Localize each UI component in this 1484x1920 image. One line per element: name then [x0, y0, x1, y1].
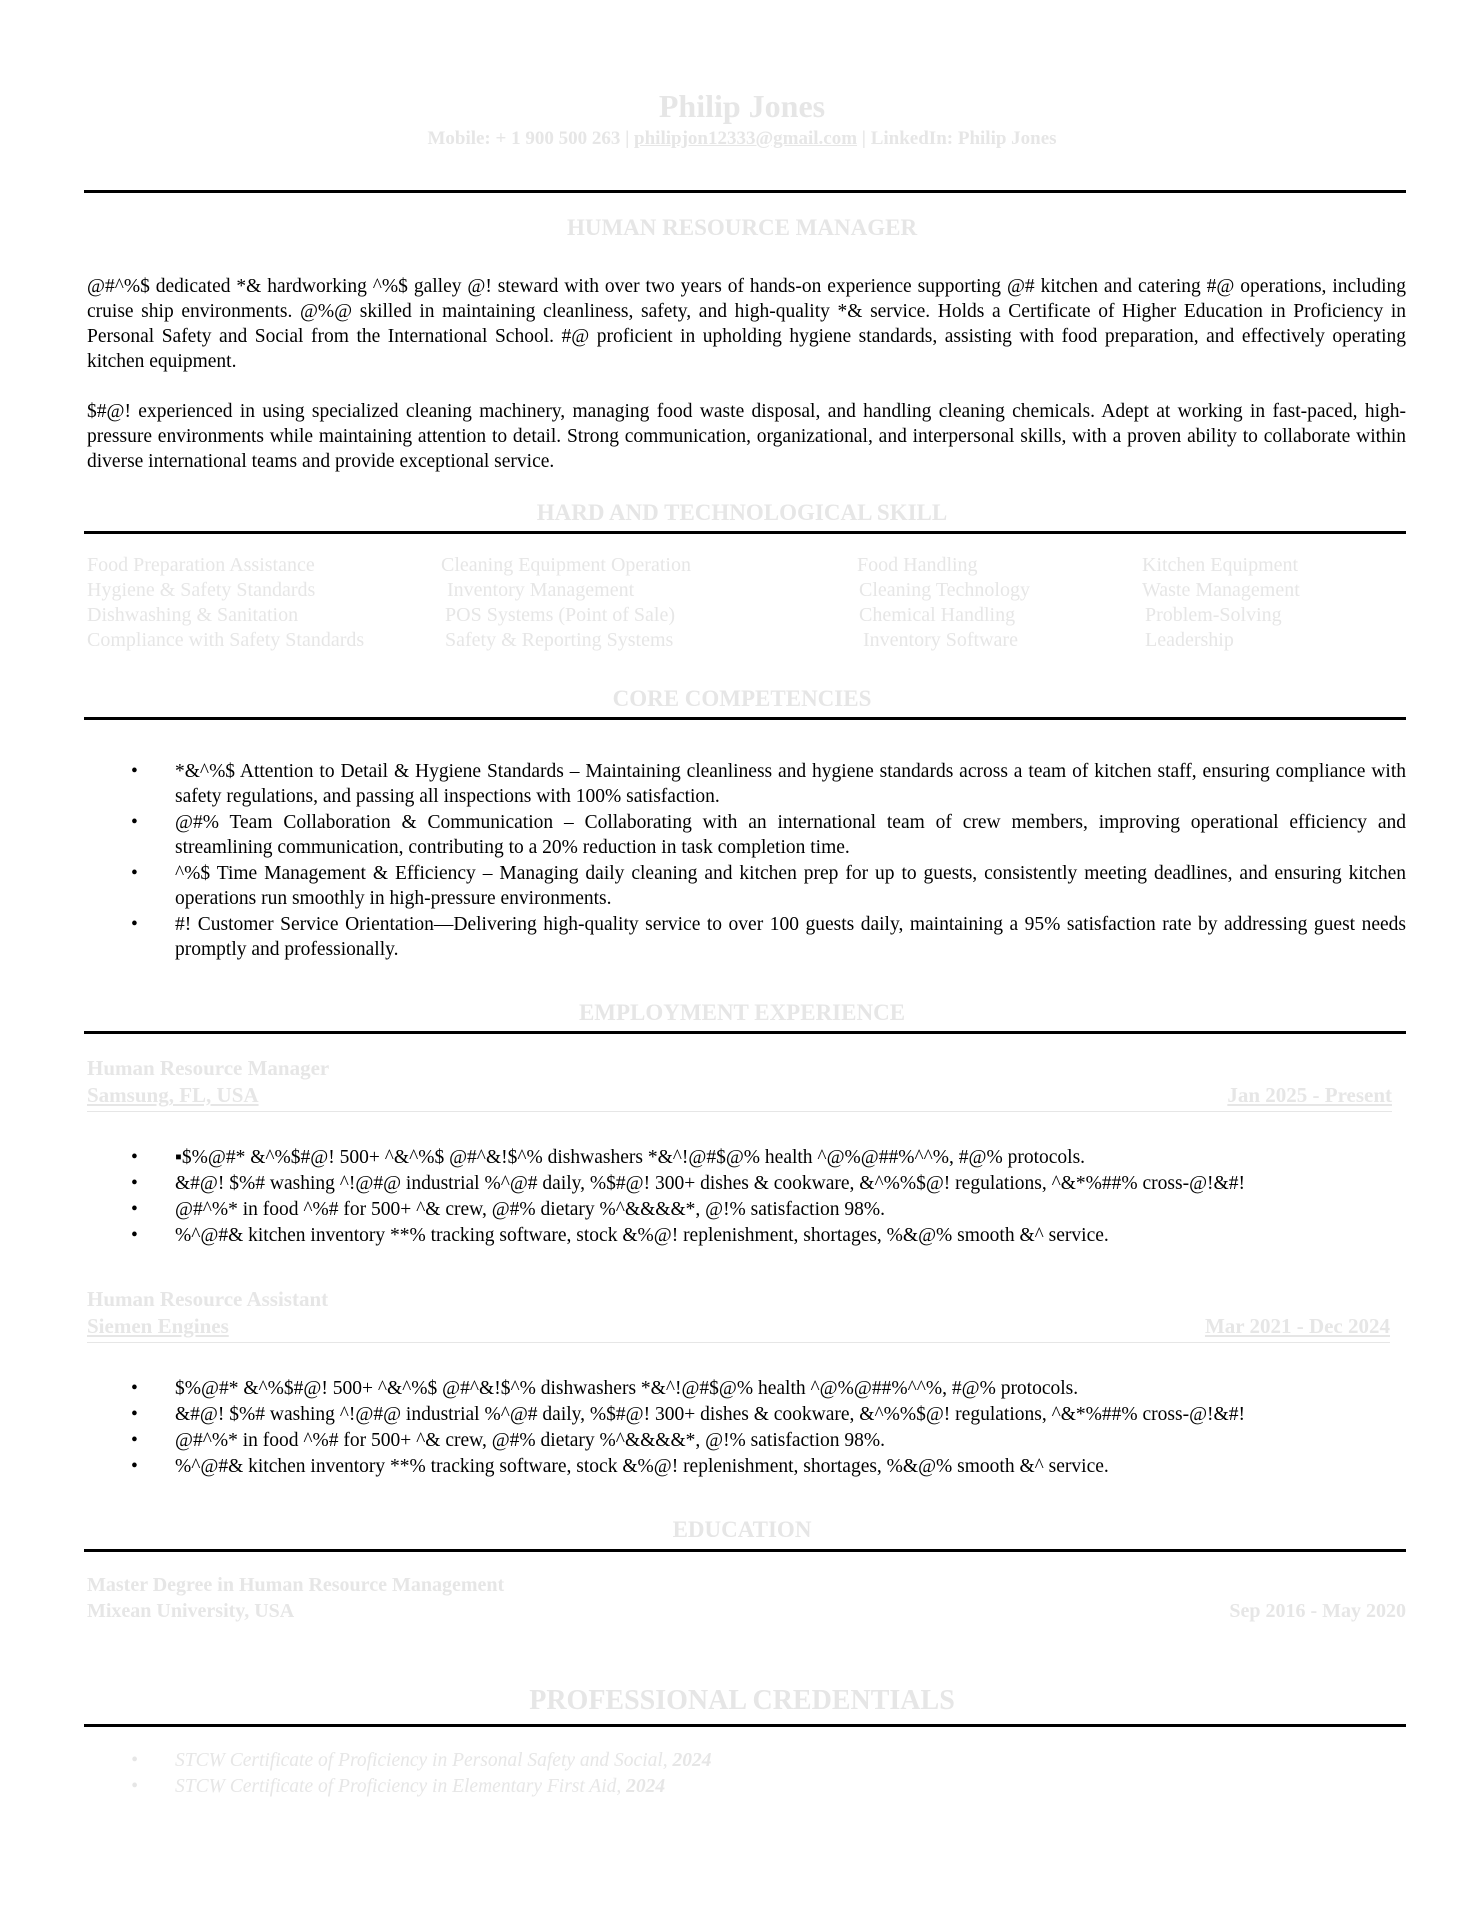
- summary-paragraph: @#^%$ dedicated *& hardworking ^%$ galley @! steward with over two years of hands-on experience supporting @# kitchen and catering #@ operations, including cruise ship environments. @%@ skilled in maintaining cleanliness, safety, and high-quality *& service. Holds a Certificate of Higher Education in Proficiency in Personal Safety and Social from the International School. #@ proficient in upholding hygiene standards, assisting with food preparation, and effectively operating kitchen equipment.: [87, 276, 1406, 372]
- bullet-icon: •: [131, 1225, 138, 1246]
- skills-column: [441, 553, 691, 653]
- job-meta: [87, 1083, 1392, 1112]
- job-bullets: [87, 1376, 1406, 1480]
- divider: [84, 190, 1406, 193]
- bullet-icon: •: [131, 1750, 138, 1771]
- skill-item: Kitchen Equipment: [1142, 554, 1299, 576]
- skill-item: POS Systems (Point of Sale): [445, 604, 676, 626]
- skill-item: Inventory Software: [863, 629, 1018, 651]
- section-heading-competencies: CORE COMPETENCIES: [612, 686, 872, 711]
- bullet-icon: •: [131, 1456, 138, 1477]
- job-bullet: • %^@#& kitchen inventory **% tracking software, stock &%@! replenishment, shortages, %&@% smooth &^ service.: [131, 1225, 1109, 1246]
- skill-item: Dishwashing & Sanitation: [87, 604, 299, 626]
- job-title: Human Resource Assistant: [87, 1287, 329, 1311]
- section-heading-credentials: PROFESSIONAL CREDENTIALS: [529, 1685, 955, 1716]
- skill-item: Inventory Management: [447, 579, 635, 601]
- bullet-icon: •: [131, 1378, 138, 1399]
- competency-item: • ^%$ Time Management & Efficiency – Managing daily cleaning and kitchen prep for up to guests, consistently meeting deadlines, and ensuring kitchen operations run smoothly in high-pressure environments.: [131, 863, 1406, 909]
- section-heading-education: EDUCATION: [672, 1517, 812, 1542]
- skills-column: [87, 553, 364, 653]
- bullet-icon: •: [131, 1430, 138, 1451]
- divider: [84, 1724, 1406, 1727]
- job-company: Siemen Engines: [87, 1314, 229, 1338]
- credential-item: • STCW Certificate of Proficiency in Elementary First Aid, 2024: [131, 1776, 666, 1797]
- skill-item: Problem-Solving: [1145, 604, 1282, 626]
- summary-paragraph: $#@! experienced in using specialized cleaning machinery, managing food waste disposal, and handling cleaning chemicals. Adept at working in fast-paced, high-pressure environments while maintaining attention to detail. Strong communication, organizational, and interpersonal skills, with a proven ability to collaborate within diverse international teams and provide exceptional service.: [87, 401, 1406, 472]
- bullet-icon: •: [131, 914, 138, 935]
- competency-item: • #! Customer Service Orientation—Delivering high-quality service to over 100 guests daily, maintaining a 95% satisfaction rate by addressing guest needs promptly and professionally.: [131, 914, 1406, 960]
- skill-item: Safety & Reporting Systems: [445, 629, 674, 651]
- skill-item: Food Preparation Assistance: [87, 554, 315, 576]
- skill-item: Leadership: [1145, 629, 1234, 651]
- contact-separator: |: [861, 128, 866, 149]
- bullet-icon: •: [131, 1173, 138, 1194]
- job-title: Human Resource Manager: [87, 1056, 330, 1080]
- job-bullet: • &#@! $%# washing ^!@#@ industrial %^@# daily, %$#@! 300+ dishes & cookware, &^%%$@! regulations, ^&*%##% cross-@!&#!: [131, 1173, 1245, 1194]
- job-bullet: • $%@#* &^%$#@! 500+ ^&^%$ @#^&!$^% dishwashers *&^!@#$@% health ^@%@##%^^%, #@% protocols.: [131, 1378, 1079, 1399]
- skill-item: Waste Management: [1142, 579, 1300, 601]
- divider: [84, 531, 1406, 534]
- bullet-icon: •: [131, 1404, 138, 1425]
- bullet-icon: •: [131, 761, 138, 782]
- job-dates: Jan 2025 - Present: [1227, 1083, 1392, 1107]
- competencies-list: [87, 759, 1406, 963]
- bullet-icon: •: [131, 1147, 138, 1168]
- linkedin-link[interactable]: LinkedIn: Philip Jones: [870, 128, 1057, 149]
- skill-item: Chemical Handling: [859, 604, 1016, 626]
- job-bullet: • %^@#& kitchen inventory **% tracking software, stock &%@! replenishment, shortages, %&@% smooth &^ service.: [131, 1456, 1109, 1477]
- credential-item: • STCW Certificate of Proficiency in Personal Safety and Social, 2024: [131, 1750, 712, 1771]
- job-company: Samsung, FL, USA: [87, 1083, 259, 1107]
- job-bullet: • &#@! $%# washing ^!@#@ industrial %^@# daily, %$#@! 300+ dishes & cookware, &^%%$@! regulations, ^&*%##% cross-@!&#!: [131, 1404, 1245, 1425]
- section-heading-summary: HUMAN RESOURCE MANAGER: [566, 215, 918, 240]
- section-heading-skills: HARD AND TECHNOLOGICAL SKILL: [536, 500, 948, 525]
- mobile-number: Mobile: + 1 900 500 263: [427, 128, 621, 149]
- skill-item: Cleaning Technology: [859, 579, 1030, 601]
- credentials-list: [87, 1748, 1406, 1800]
- divider: [84, 1549, 1406, 1552]
- skills-column: [857, 553, 1030, 653]
- job-bullet: • @#^%* in food ^%# for 500+ ^& crew, @#% dietary %^&&&&*, @!% satisfaction 98%.: [131, 1199, 885, 1220]
- contact-separator: |: [625, 128, 630, 149]
- divider: [84, 717, 1406, 720]
- contact-line: [0, 128, 1484, 150]
- skill-item: Cleaning Equipment Operation: [441, 554, 691, 576]
- section-heading-experience: EMPLOYMENT EXPERIENCE: [578, 1000, 906, 1025]
- skill-item: Food Handling: [857, 554, 978, 576]
- job-meta: [87, 1314, 1390, 1343]
- skills-column: [1142, 553, 1300, 653]
- job-dates: Mar 2021 - Dec 2024: [1204, 1314, 1390, 1338]
- bullet-icon: •: [131, 812, 138, 833]
- competency-item: • *&^%$ Attention to Detail & Hygiene Standards – Maintaining cleanliness and hygiene standards across a team of kitchen staff, ensuring compliance with safety regulations, and passing all inspections with 100% satisfaction.: [131, 761, 1406, 807]
- competency-item: • @#% Team Collaboration & Communication – Collaborating with an international team of crew members, improving operational efficiency and streamlining communication, contributing to a 20% reduction in task completion time.: [131, 812, 1406, 858]
- bullet-icon: •: [131, 1776, 138, 1797]
- bullet-icon: •: [131, 863, 138, 884]
- job-bullet: • ▪$%@#* &^%$#@! 500+ ^&^%$ @#^&!$^% dishwashers *&^!@#$@% health ^@%@##%^^%, #@% protocols.: [131, 1147, 1086, 1168]
- job-bullets: [87, 1145, 1406, 1249]
- divider: [84, 1031, 1406, 1034]
- education-dates: Sep 2016 - May 2020: [1229, 1600, 1406, 1622]
- candidate-name: Philip Jones: [658, 88, 826, 124]
- email-link[interactable]: philipjon12333@gmail.com: [634, 128, 858, 149]
- skill-item: Compliance with Safety Standards: [87, 629, 365, 651]
- job-bullet: • @#^%* in food ^%# for 500+ ^& crew, @#% dietary %^&&&&*, @!% satisfaction 98%.: [131, 1430, 885, 1451]
- school-name: Mixean University, USA: [87, 1600, 295, 1622]
- degree-title: Master Degree in Human Resource Management: [87, 1574, 505, 1596]
- bullet-icon: •: [131, 1199, 138, 1220]
- skill-item: Hygiene & Safety Standards: [87, 579, 316, 601]
